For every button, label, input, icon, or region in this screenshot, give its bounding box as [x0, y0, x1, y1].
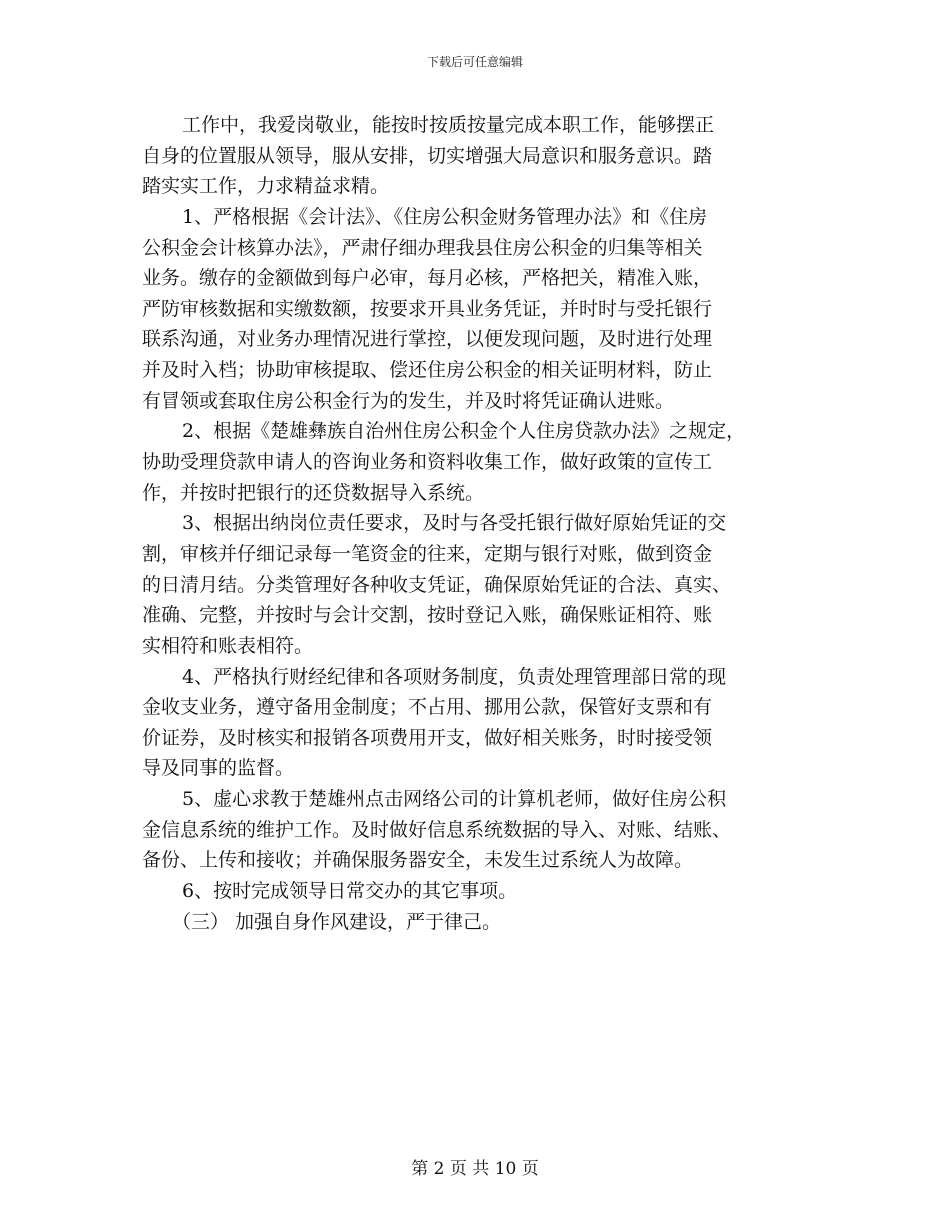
- paragraph-line: 工作中，我爱岗敬业，能按时按质按量完成本职工作，能够摆正: [182, 114, 715, 136]
- paragraph-line: 实相符和账表相符。: [142, 634, 314, 657]
- paragraph-line: 2、根据《楚雄彝族自治州住房公积金个人住房贷款办法》之规定，: [182, 420, 746, 443]
- header-note: 下载后可任意编辑: [426, 55, 523, 69]
- paragraph-line: 业务。缴存的金额做到每户必审，每月必核，严格把关，精准入账，: [142, 267, 713, 290]
- paragraph-line: 1、严格根据《会计法》、《住房公积金财务管理办法》和《住房: [182, 205, 708, 228]
- paragraph-line: 自身的位置服从领导，服从安排，切实增强大局意识和服务意识。踏: [142, 144, 713, 167]
- paragraph-line: 4、严格执行财经纪律和各项财务制度，负责处理管理部日常的现: [182, 665, 727, 688]
- paragraph-line: 踏实实工作，力求精益求精。: [142, 175, 390, 198]
- paragraph-line: 协助受理贷款申请人的咨询业务和资料收集工作，做好政策的宣传工: [142, 451, 713, 474]
- paragraph-line: 公积金会计核算办法》，严肃仔细办理我县住房公积金的归集等相关: [142, 236, 703, 259]
- paragraph-line: 价证券，及时核实和报销各项费用开支，做好相关账务，时时接受领: [142, 726, 713, 749]
- paragraph-line: 作，并按时把银行的还贷数据导入系统。: [142, 481, 485, 504]
- paragraph-line: 导及同事的监督。: [142, 757, 295, 780]
- section-heading: （三） 加强自身作风建设，严于律己。: [172, 910, 502, 933]
- paragraph-line: 联系沟通，对业务办理情况进行掌控，以便发现问题，及时进行处理: [142, 328, 713, 351]
- body-text: [142, 110, 822, 937]
- paragraph-line: 备份、上传和接收；并确保服务器安全，未发生过系统人为故障。: [142, 849, 694, 872]
- paragraph-line: 准确、完整，并按时与会计交割，按时登记入账，确保账证相符、账: [142, 604, 713, 627]
- paragraph-line: 金收支业务，遵守备用金制度；不占用、挪用公款，保管好支票和有: [142, 696, 713, 719]
- paragraph-line: 6、按时完成领导日常交办的其它事项。: [182, 880, 518, 903]
- paragraph-line: 有冒领或套取住房公积金行为的发生，并及时将凭证确认进账。: [142, 389, 675, 412]
- paragraph-line: 并及时入档；协助审核提取、偿还住房公积金的相关证明材料，防止: [142, 359, 713, 382]
- paragraph-line: 5、虚心求教于楚雄州点击网络公司的计算机老师，做好住房公积: [182, 788, 727, 811]
- paragraph-line: 的日清月结。分类管理好各种收支凭证，确保原始凭证的合法、真实、: [142, 573, 732, 596]
- paragraph-line: 金信息系统的维护工作。及时做好信息系统数据的导入、对账、结账、: [142, 818, 732, 841]
- paragraph-line: 3、根据出纳岗位责任要求，及时与各受托银行做好原始凭证的交: [182, 512, 727, 535]
- page-number-footer: 第 2 页 共 10 页: [411, 1159, 539, 1179]
- paragraph-line: 割，审核并仔细记录每一笔资金的往来，定期与银行对账，做到资金: [142, 542, 713, 565]
- paragraph-line: 严防审核数据和实缴数额，按要求开具业务凭证，并时时与受托银行: [142, 297, 713, 320]
